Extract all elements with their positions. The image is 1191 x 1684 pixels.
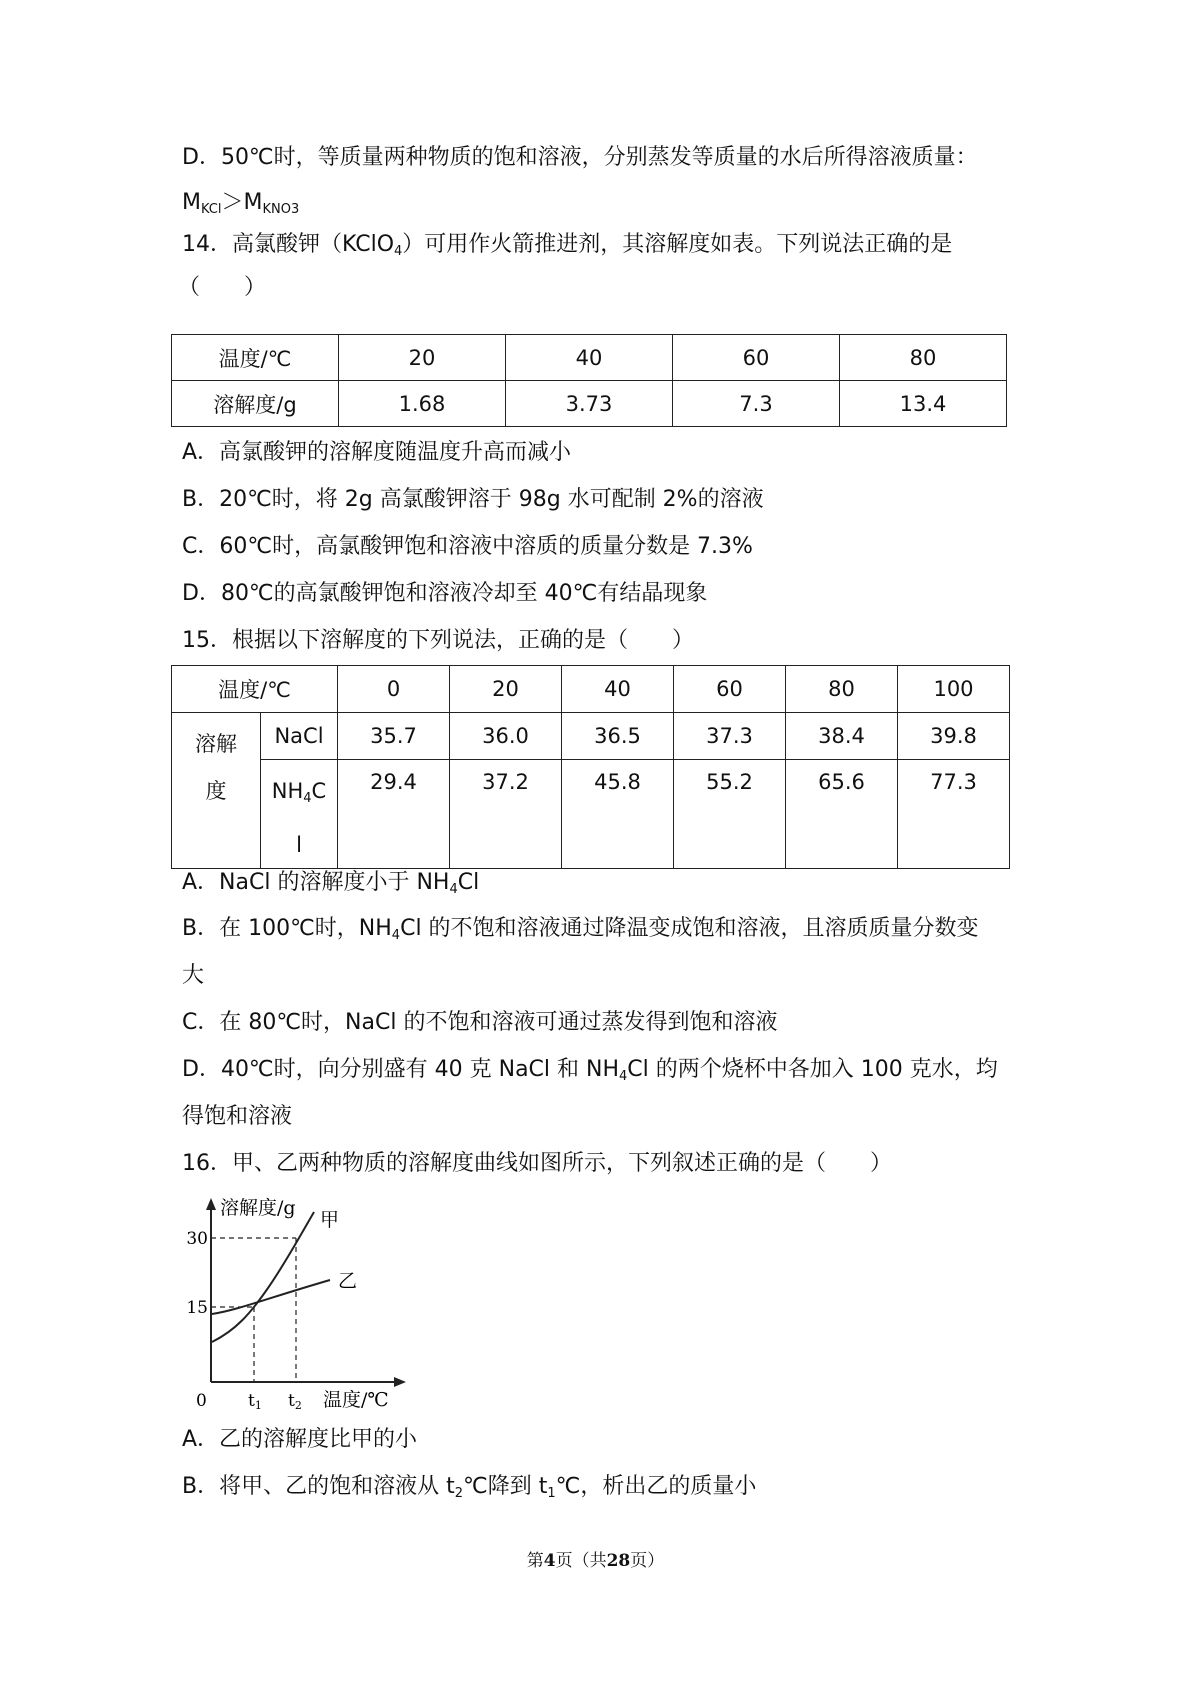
q16-option-b: B．将甲、乙的饱和溶液从 $t_2℃$降到 $t_1℃$，析出乙的质量小 [182,1474,757,1501]
x-axis-arrow-icon [394,1377,406,1387]
origin-label: 0 [196,1391,207,1410]
q13-option-d-formula: $M_{KCl}>M_{KNO3}$ [182,190,300,217]
x-axis-label: 温度/℃ [323,1389,389,1410]
q15-temp-cell: 0 [338,666,450,713]
y-axis-arrow-icon [206,1198,216,1210]
q15-temp-cell: 40 [562,666,674,713]
q15-nh4cl-label [261,760,338,869]
q15-header-solubility [172,713,261,869]
q15-option-b-line2: 大 [182,963,205,988]
q13-option-d: D．50℃时，等质量两种物质的饱和溶液，分别蒸发等质量的水后所得溶液质量： [182,145,978,170]
q14-solubility-cell: 7.3 [673,381,840,427]
q16-stem: 16．甲、乙两种物质的溶解度曲线如图所示，下列叙述正确的是（ ） [182,1151,892,1176]
q15-header-solubility-line2: 度 [205,779,227,803]
q14-option-c: C．60℃时，高氯酸钾饱和溶液中溶质的质量分数是 7.3% [182,534,753,559]
q15-nacl-cell: 35.7 [338,713,450,760]
q14-temp-cell: 40 [506,335,673,381]
q14-option-d: D．80℃的高氯酸钾饱和溶液冷却至 40℃有结晶现象 [182,581,708,606]
q15-nh4cl-cell: 55.2 [674,760,786,869]
x-tick-t1: t1 [248,1391,262,1410]
q14-solubility-cell: 3.73 [506,381,673,427]
q15-option-d-line2: 得饱和溶液 [182,1104,293,1129]
q14-header-solubility: 溶解度/g [172,381,339,427]
q15-nh4cl-cell: 45.8 [562,760,674,869]
page-footer: 第4页（共28页） [526,1551,665,1571]
q14-bracket: （ ） [178,275,267,300]
curve-jia-label: 甲 [320,1209,340,1231]
q15-nh4cl-label-line1: $NH_4C$ [271,779,327,806]
q15-option-a: A．NaCl 的溶解度小于 $NH_4Cl$ [182,870,480,897]
q15-temp-cell: 100 [898,666,1010,713]
q15-nacl-label: NaCl [261,713,338,760]
q15-header-solubility-line1: 溶解 [195,732,237,756]
q14-temp-cell: 20 [339,335,506,381]
q15-temp-cell: 80 [786,666,898,713]
page-total: 28 [606,1551,631,1571]
q14-option-b: B．20℃时，将 2g 高氯酸钾溶于 98g 水可配制 2%的溶液 [182,487,764,512]
x-tick-t2: t2 [288,1391,302,1410]
q15-stem: 15．根据以下溶解度的下列说法，正确的是（ ） [182,628,694,653]
q15-nh4cl-cell: 77.3 [898,760,1010,869]
q15-nh4cl-cell: 37.2 [450,760,562,869]
curve-yi-label: 乙 [338,1270,358,1292]
page-number: 4 [543,1551,556,1571]
q15-temp-cell: 60 [674,666,786,713]
q16-option-a: A．乙的溶解度比甲的小 [182,1427,418,1452]
q15-nacl-cell: 37.3 [674,713,786,760]
q15-header-temp: 温度/℃ [172,666,338,713]
q15-nacl-cell: 38.4 [786,713,898,760]
q15-option-b: B．在 100℃时，$NH_4Cl$ 的不饱和溶液通过降温变成饱和溶液，且溶质质量分数变 [182,916,979,943]
y-axis-label: 溶解度/g [220,1197,296,1219]
curve-jia [212,1212,314,1342]
q14-header-temp: 温度/℃ [172,335,339,381]
q14-solubility-table [171,334,1007,427]
q15-solubility-table [171,665,1010,869]
q15-option-c: C．在 80℃时，NaCl 的不饱和溶液可通过蒸发得到饱和溶液 [182,1010,778,1035]
q15-option-d: D．40℃时，向分别盛有 40 克 NaCl 和 $NH_4Cl$ 的两个烧杯中各加入 100 克水，均 [182,1057,998,1084]
q15-nacl-cell: 36.5 [562,713,674,760]
q14-solubility-cell: 13.4 [840,381,1007,427]
q15-nh4cl-cell: 65.6 [786,760,898,869]
q14-stem: 14．高氯酸钾（KClO$_4$）可用作火箭推进剂，其溶解度如表。下列说法正确的是 [182,232,953,259]
q15-temp-cell: 20 [450,666,562,713]
q15-nh4cl-cell: 29.4 [338,760,450,869]
q15-nh4cl-label-line2: l [296,833,302,857]
y-tick-15: 15 [186,1298,208,1318]
y-tick-30: 30 [186,1229,208,1249]
q14-temp-cell: 80 [840,335,1007,381]
q16-solubility-graph [178,1190,418,1410]
q14-option-a: A．高氯酸钾的溶解度随温度升高而减小 [182,440,572,465]
q14-solubility-cell: 1.68 [339,381,506,427]
q15-nacl-cell: 36.0 [450,713,562,760]
q14-temp-cell: 60 [673,335,840,381]
q15-nacl-cell: 39.8 [898,713,1010,760]
